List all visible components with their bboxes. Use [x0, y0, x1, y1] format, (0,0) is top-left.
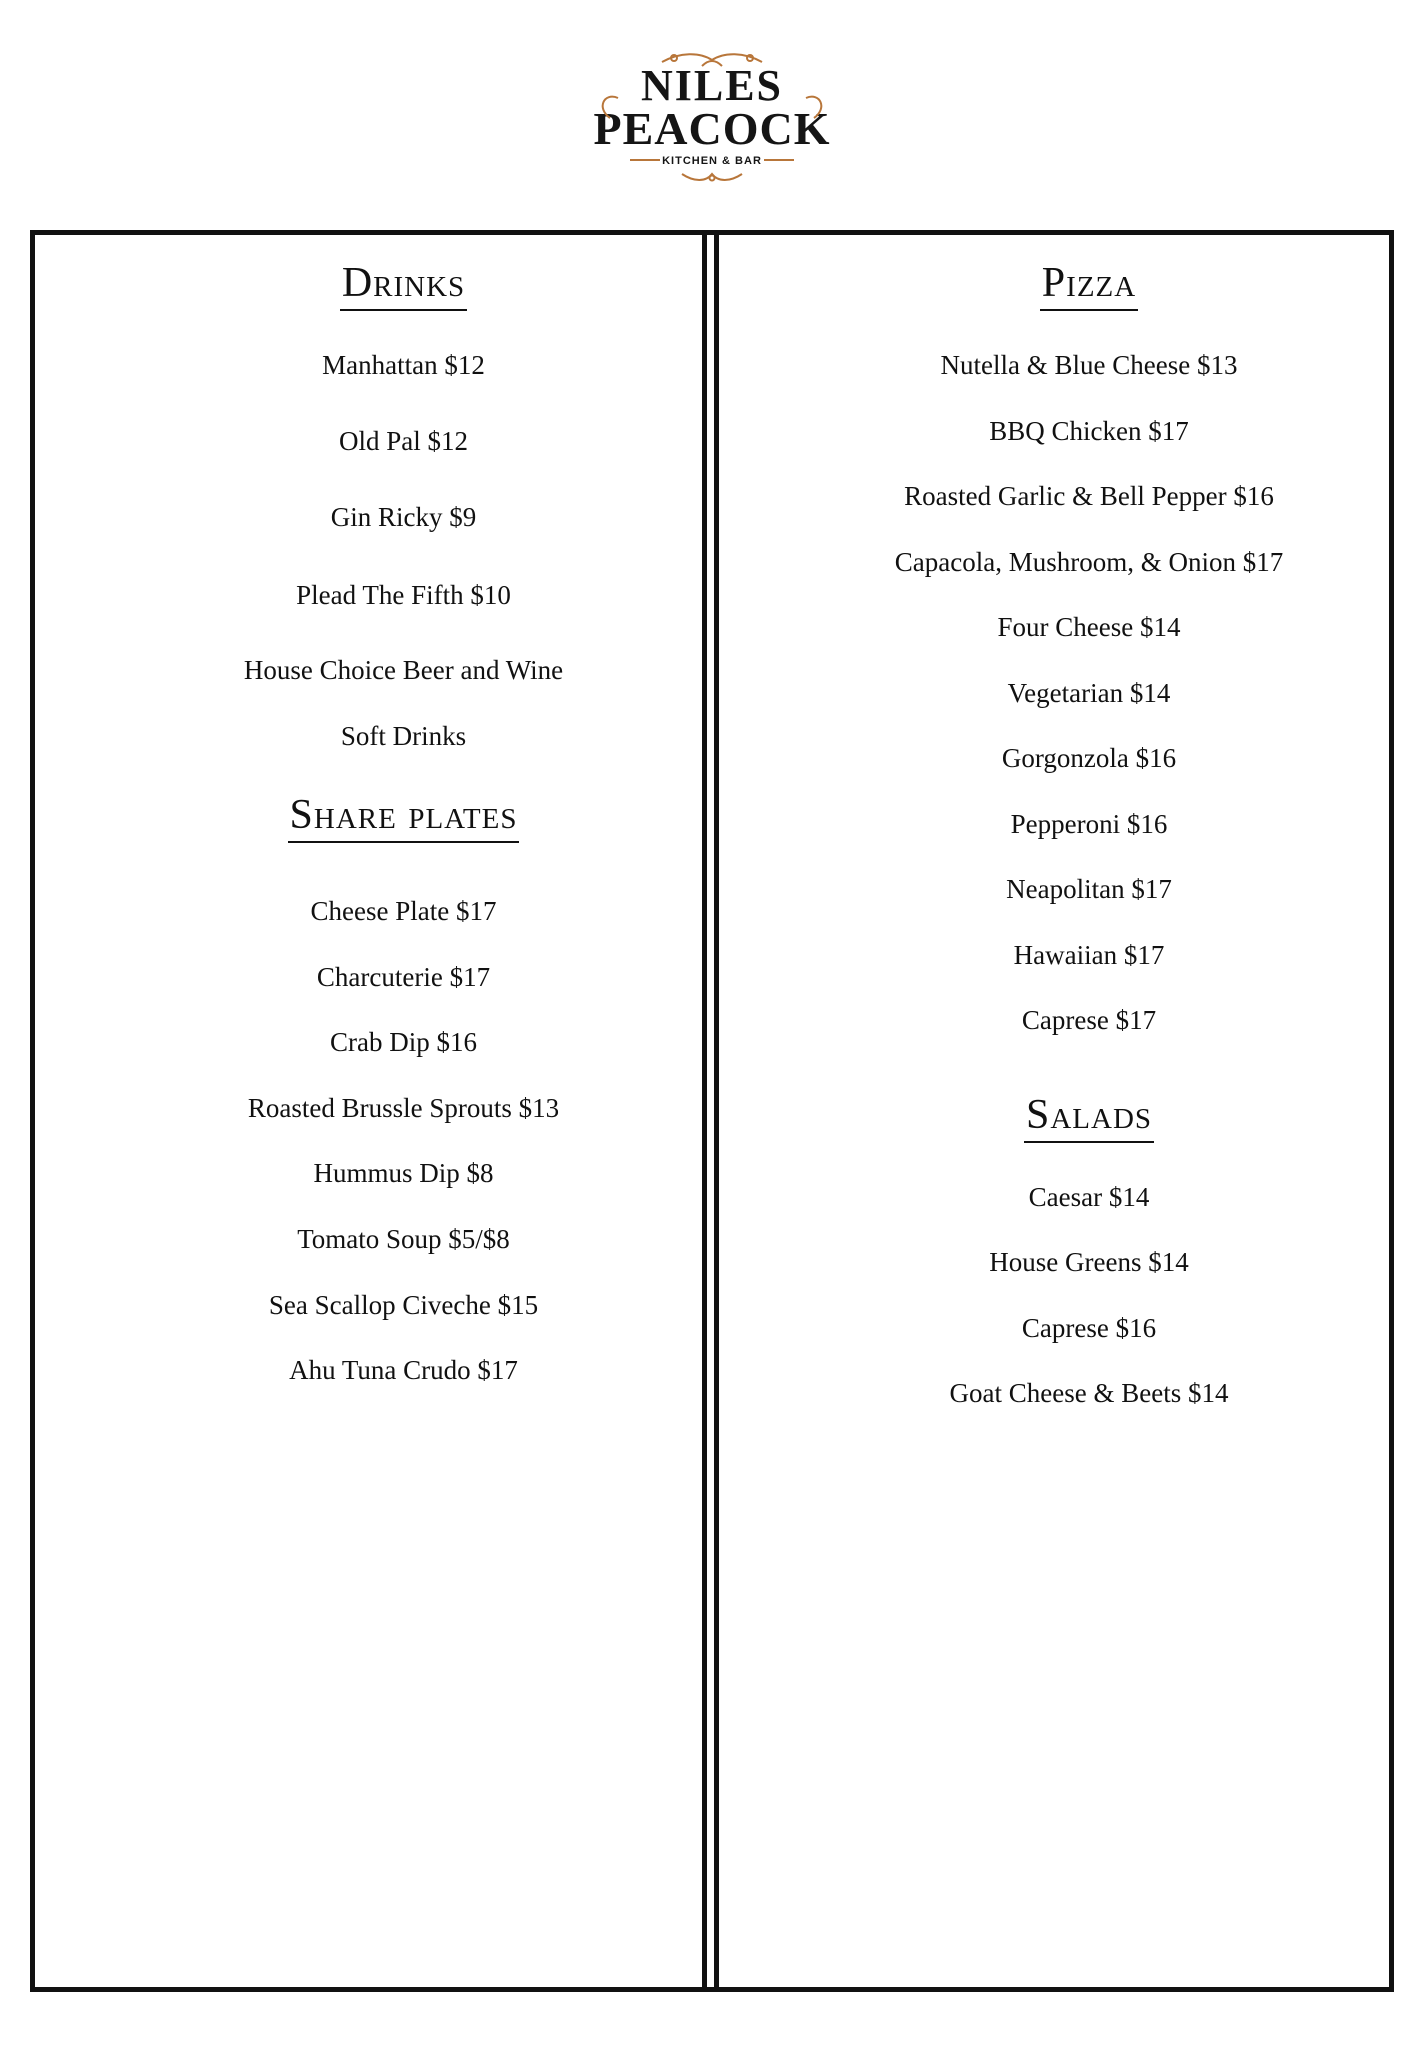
menu-item: Nutella & Blue Cheese $13	[940, 350, 1238, 380]
menu-item: Crab Dip $16	[330, 1027, 477, 1057]
menu-item: Ahu Tuna Crudo $17	[289, 1355, 518, 1385]
menu-item: Roasted Brussle Sprouts $13	[247, 1093, 560, 1123]
menu-item: Goat Cheese & Beets $14	[949, 1378, 1229, 1408]
menu-item: House Greens $14	[989, 1247, 1189, 1277]
menu-item: Pepperoni $16	[1010, 809, 1168, 839]
menu-item: Gin Ricky $9	[330, 502, 477, 532]
menu-item: Charcuterie $17	[316, 962, 491, 992]
menu-item: Old Pal $12	[338, 426, 468, 456]
salads-heading-text: Salads	[1024, 1091, 1154, 1143]
pizza-heading	[754, 259, 1424, 311]
menu-item: Cheese Plate $17	[310, 896, 497, 926]
pizza-heading-text: Pizza	[1040, 259, 1138, 311]
menu-item: Capacola, Mushroom, & Onion $17	[894, 547, 1284, 577]
menu-item: Plead The Fifth $10	[296, 580, 511, 610]
menu-item: Gorgonzola $16	[1001, 743, 1177, 773]
niles-peacock-logo	[590, 48, 834, 184]
logo-line-1: NILES	[640, 61, 784, 110]
menu-item: Caesar $14	[1028, 1182, 1150, 1212]
menu-item: Neapolitan $17	[1006, 874, 1172, 904]
menu-item: Roasted Garlic & Bell Pepper $16	[904, 481, 1274, 511]
menu-item: Four Cheese $14	[997, 612, 1181, 642]
menu-item: Hummus Dip $8	[313, 1158, 494, 1188]
menu-item: Caprese $16	[1021, 1313, 1157, 1343]
logo-tagline: KITCHEN & BAR	[662, 155, 762, 167]
column-divider-left	[702, 230, 707, 1992]
menu-item: Vegetarian $14	[1007, 678, 1171, 708]
share-plates-heading-text: Share plates	[288, 791, 520, 843]
drinks-heading-text: Drinks	[340, 259, 467, 311]
salads-heading	[754, 1091, 1424, 1143]
logo-bottom-ornament	[682, 174, 742, 181]
menu-item: Soft Drinks	[340, 721, 467, 751]
menu-item: Caprese $17	[1021, 1005, 1157, 1035]
menu-item: Tomato Soup $5/$8	[297, 1224, 510, 1254]
drinks-heading	[70, 259, 737, 311]
column-divider-right	[714, 230, 719, 1992]
menu-frame	[30, 230, 1394, 1992]
menu-item: Sea Scallop Civeche $15	[268, 1290, 539, 1320]
menu-item: Manhattan $12	[322, 350, 485, 380]
share-plates-heading	[70, 791, 737, 843]
menu-item: Hawaiian $17	[1013, 940, 1165, 970]
menu-item: BBQ Chicken $17	[989, 416, 1189, 446]
logo-line-2: PEACOCK	[593, 103, 831, 154]
menu-item: House Choice Beer and Wine	[243, 655, 564, 685]
